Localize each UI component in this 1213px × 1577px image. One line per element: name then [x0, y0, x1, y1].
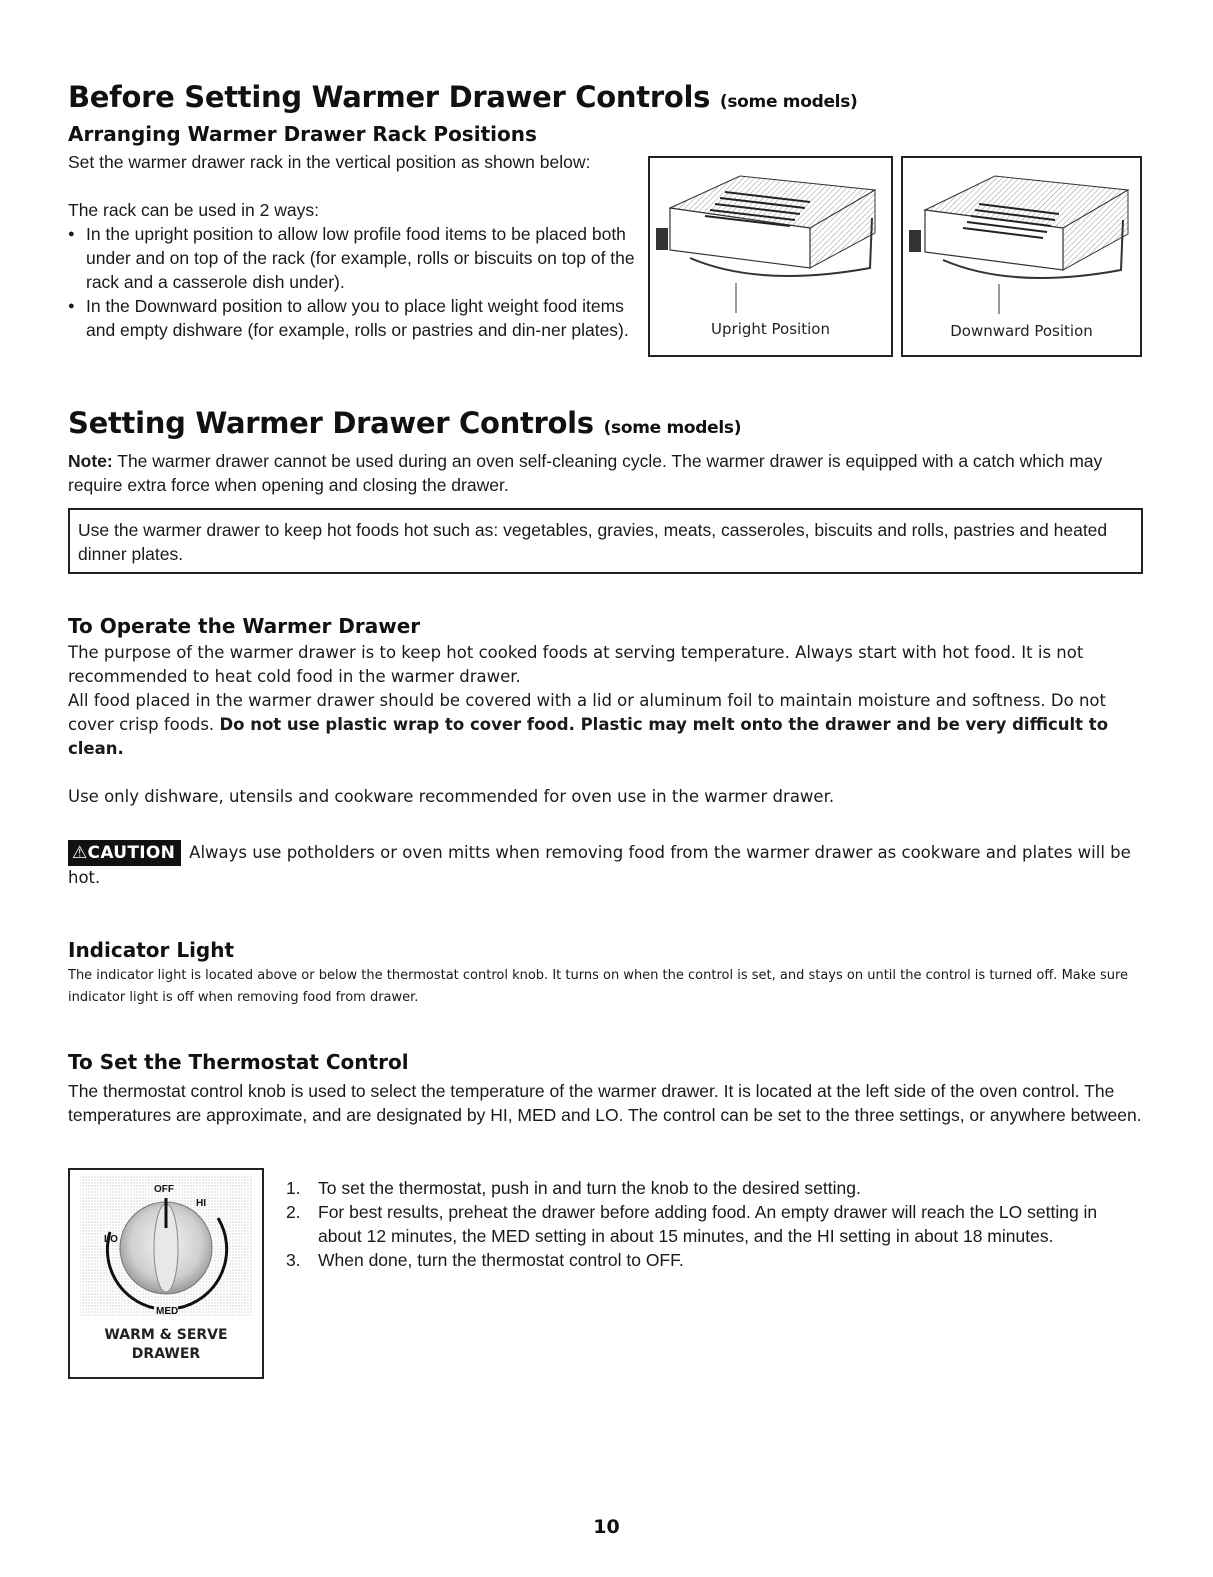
- page-number: 10: [593, 1516, 620, 1538]
- thermostat-heading: To Set the Thermostat Control: [68, 1050, 409, 1074]
- thermostat-knob-figure: [68, 1168, 264, 1379]
- section2-note: [68, 449, 1143, 497]
- downward-position-figure: [901, 156, 1142, 357]
- operate-p2-bold-warning: Do not use plastic wrap to cover food. Plastic may melt onto the drawer and be very difficult to clean.: [68, 715, 1109, 758]
- rack-usage-list: [68, 222, 640, 342]
- upright-position-figure: [648, 156, 893, 357]
- step-text: When done, turn the thermostat control to OFF.: [318, 1250, 684, 1270]
- note-label: Note:: [68, 451, 113, 471]
- knob-label-off: OFF: [154, 1184, 174, 1195]
- list-item: [284, 1200, 1144, 1248]
- thermostat-steps-list: [284, 1176, 1144, 1272]
- note-text: The warmer drawer cannot be used during an oven self-cleaning cycle. The warmer drawer is equipped with a catch which may require extra force when opening and closing the drawer.: [68, 451, 1103, 495]
- section1-title-text: Before Setting Warmer Drawer Controls: [68, 80, 711, 114]
- step-text: To set the thermostat, push in and turn the knob to the desired setting.: [318, 1178, 861, 1198]
- keep-hot-foods-box: Use the warmer drawer to keep hot foods hot such as: vegetables, gravies, meats, casseroles, biscuits and rolls, pastries and heated dinner plates.: [68, 508, 1143, 574]
- section1-title-suffix: (some models): [719, 92, 858, 112]
- operate-heading: To Operate the Warmer Drawer: [68, 614, 421, 638]
- knob-caption: [70, 1326, 262, 1364]
- step-text: For best results, preheat the drawer before adding food. An empty drawer will reach the LO setting in about 12 minutes, the MED setting in about 15 minutes, and the HI setting in about 18 minutes.: [318, 1202, 1098, 1246]
- section2-title: [68, 406, 741, 440]
- upright-caption: Upright Position: [711, 320, 830, 338]
- section2-title-suffix: (some models): [603, 418, 742, 438]
- operate-paragraph-3: Use only dishware, utensils and cookware recommended for oven use in the warmer drawer.: [68, 787, 835, 806]
- operate-p2-plain: All food placed in the warmer drawer should be covered with a lid or aluminum foil to maintain moisture and softness. Do not cover crisp foods.: [68, 691, 1106, 734]
- knob-label-med: MED: [156, 1306, 179, 1317]
- drawer-rack-downward-illustration: [903, 158, 1140, 318]
- indicator-text: The indicator light is located above or below the thermostat control knob. It turns on when the control is set, and stays on until the control is turned off. Make sure indicator light is off when removing food from drawer.: [68, 968, 1129, 1005]
- caution-notice: [68, 840, 1143, 890]
- downward-caption: Downward Position: [950, 322, 1093, 340]
- section1-intro: Set the warmer drawer rack in the vertical position as shown below:: [68, 152, 591, 172]
- list-item: ● In the Downward position to allow you to place light weight food items and empty dishware (for example, rolls or pastries and din-ner plates).: [68, 294, 640, 342]
- thermostat-knob-illustration: [70, 1170, 262, 1320]
- drawer-rack-upright-illustration: [650, 158, 891, 318]
- section1-ways-intro: The rack can be used in 2 ways:: [68, 200, 319, 220]
- list-item: [284, 1248, 1144, 1272]
- section1-title: [68, 80, 858, 114]
- step-number: 3.: [286, 1250, 301, 1270]
- list-item: [284, 1176, 1144, 1200]
- thermostat-text: The thermostat control knob is used to select the temperature of the warmer drawer. It is located at the left side of the oven control. The temperatures are approximate, and are designated by HI, MED and LO. The control can be set to the three settings, or anywhere between.: [68, 1081, 1142, 1125]
- caution-text: Always use potholders or oven mitts when removing food from the warmer drawer as cookware and plates will be hot.: [68, 843, 1131, 887]
- warning-triangle-icon: ⚠: [72, 843, 88, 863]
- operate-paragraph-1: The purpose of the warmer drawer is to keep hot cooked foods at serving temperature. Always start with hot food. It is not recommended to heat cold food in the warmer drawer.: [68, 643, 1084, 686]
- section1-subtitle: Arranging Warmer Drawer Rack Positions: [68, 122, 537, 146]
- list-item: ● In the upright position to allow low profile food items to be placed both under and on top of the rack (for example, rolls or biscuits on top of the rack and a casserole dish under).: [68, 222, 640, 294]
- indicator-heading: Indicator Light: [68, 938, 235, 962]
- section2-title-text: Setting Warmer Drawer Controls: [68, 406, 594, 440]
- operate-paragraph-2: [68, 689, 1143, 761]
- knob-caption-line-1: WARM & SERVE: [104, 1327, 228, 1343]
- step-number: 2.: [286, 1202, 301, 1222]
- caution-badge: [68, 840, 181, 866]
- knob-label-hi: HI: [196, 1198, 206, 1209]
- caution-label: CAUTION: [87, 843, 176, 863]
- knob-caption-line-2: DRAWER: [131, 1346, 201, 1362]
- knob-label-lo: LO: [104, 1234, 118, 1245]
- step-number: 1.: [286, 1178, 301, 1198]
